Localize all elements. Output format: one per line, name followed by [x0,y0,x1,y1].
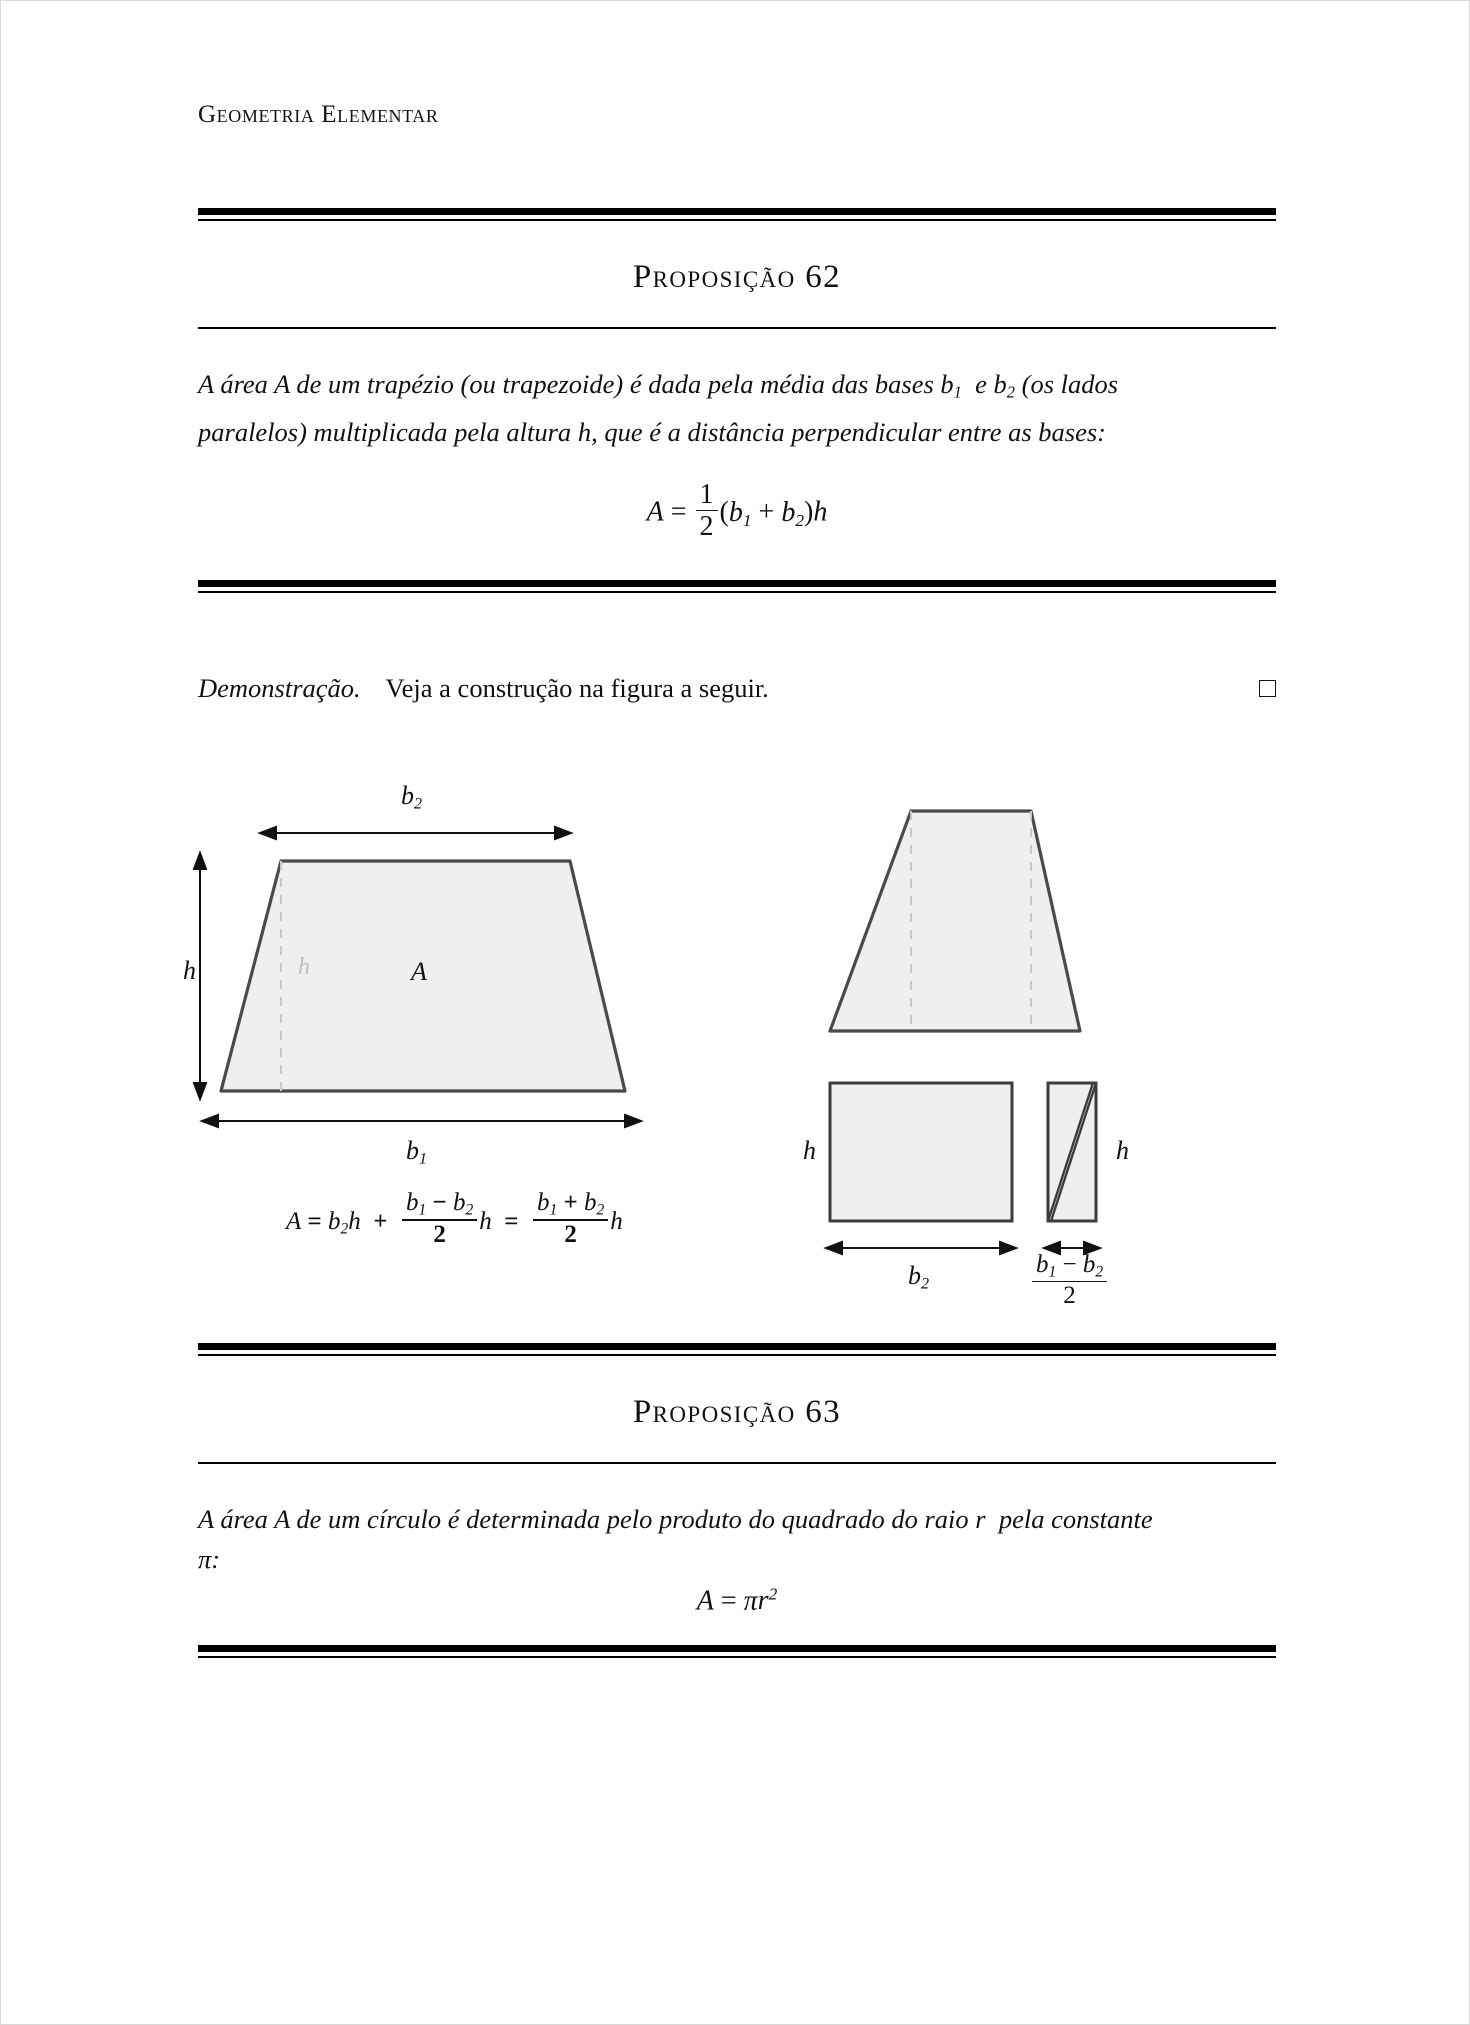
proposition-63-formula: $A = \pi r^2$ [696,1584,778,1617]
rule-top-thick [198,1343,1276,1350]
proposition-63-body-line-2: π: [198,1543,221,1574]
proof-line [198,673,1276,704]
triangle-base-label: $\frac{b_1 - b_2}{2}$ [1030,1251,1109,1310]
proof-figure [158,761,1278,1310]
top-base-label: $b_2$ [401,781,423,813]
rule-title-separator [198,1462,1276,1464]
rule-bottom-thin [198,1656,1276,1658]
page-content [183,1,1276,2024]
left-inner-height-label: h [298,954,310,980]
proposition-62-formula: A = $\frac{1}{2}$ $(b_1 + b_2)h$ [646,479,828,543]
rule-top-thin [198,1354,1276,1356]
running-head: Geometria Elementar [198,101,439,128]
rule-bottom-thin [198,591,1276,593]
decomposition-rectangle-shape [830,1083,1012,1221]
rule-title-separator [198,327,1276,329]
left-area-label: A [411,957,427,986]
proof-label: Demonstração. [198,673,361,703]
top-base-arrow [260,827,571,839]
right-trapezoid-shape [830,811,1080,1031]
proposition-62-body-line-2: paralelos) multiplicada pela altura h, que é a distância perpendicular entre as bases: [198,417,1107,448]
rectangle-base-arrow [826,1242,1016,1254]
rule-top-thin [198,219,1276,221]
proposition-62-body [198,364,1276,453]
left-height-label: h [183,956,196,985]
proposition-63-block [198,1343,1276,1658]
bottom-base-arrow [202,1115,641,1127]
qed-box-icon [1259,680,1276,697]
rectangle-base-label: $b_2$ [908,1261,930,1293]
rule-bottom-thick [198,580,1276,587]
proposition-63-body [198,1499,1276,1579]
proposition-62-block [198,208,1276,593]
bottom-base-label: $b_1$ [406,1136,428,1168]
figure-equation: $A = b_2h$ + $\frac{b_1 - b_2}{2}$ h = $\frac{b_1 + b_2}{2}$ h [286,1189,623,1249]
rule-bottom-thick [198,1645,1276,1652]
rectangle-height-label: h [803,1136,816,1165]
proposition-63-title: Proposição 63 [632,1394,842,1430]
triangle-height-label: h [1116,1136,1129,1165]
proposition-63-body-line-1: A área A de um círculo é determinada pelo produto do quadrado do raio r pela constante [198,1503,1153,1534]
rule-top-thick [198,208,1276,215]
proposition-62-body-line-1: A área A de um trapézio (ou trapezoide) é dada pela média das bases $b_1$ e $b_2$ (os lados [198,368,1119,402]
proof-text: Veja a construção na figura a seguir. [385,673,769,703]
proposition-62-title: Proposição 62 [632,259,842,295]
